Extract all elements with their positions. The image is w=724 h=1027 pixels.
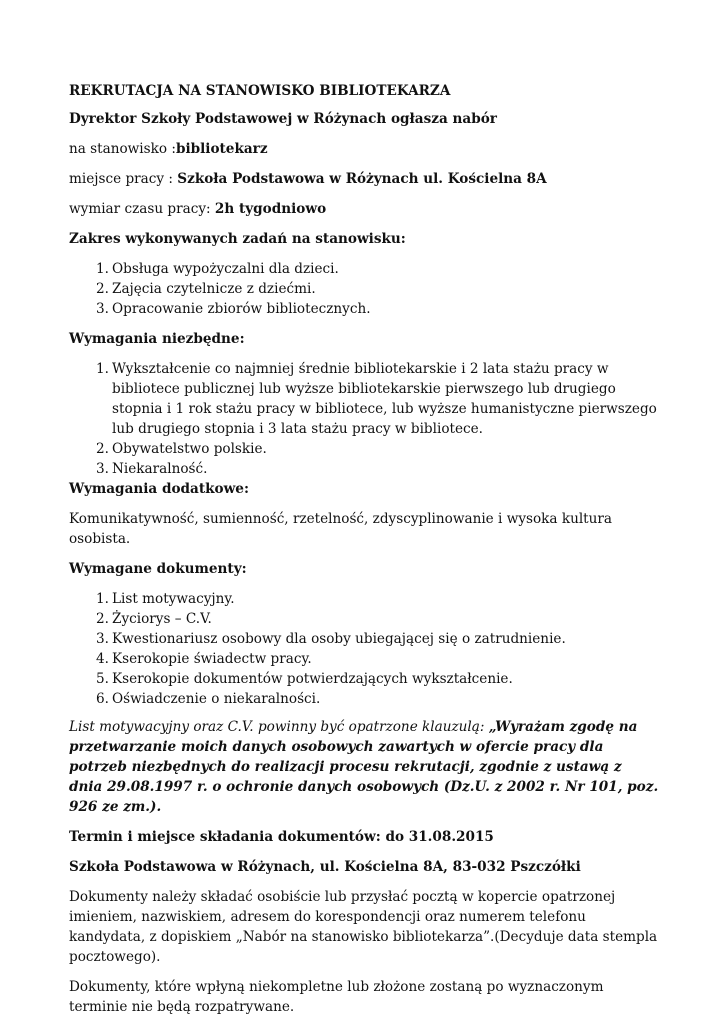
list-item [69,629,659,649]
list-item [69,439,659,459]
hours-value: 2h tygodniowo [214,201,327,217]
list-text: Kserokopie świadectw pracy. [112,651,312,667]
place-line [69,169,659,189]
position-label: na stanowisko : [69,141,176,157]
list-text: Niekaralność. [112,461,208,477]
address-line: Szkoła Podstawowa w Różynach, ul. Kościelna 8A, 83-032 Pszczółki [69,859,581,875]
list-text: Kwestionariusz osobowy dla osoby ubiegającej się o zatrudnienie. [112,631,566,647]
list-text: Obywatelstwo polskie. [112,441,267,457]
list-number: 3. [96,301,109,317]
list-number: 2. [96,611,109,627]
list-text: Wykształcenie co najmniej średnie bibliotekarskie i 2 lata stażu pracy w bibliotece publicznej lub wyższe bibliotekarskie pierwszego lub drugiego stopnia i 1 rok stażu pracy w bibliotece, lub wyższe humanistyczne pierwszego lub drugiego stopnia i 3 lata stażu pracy w bibliotece. [112,361,657,437]
list-number: 1. [96,591,109,607]
list-number: 1. [96,261,109,277]
list-item [69,609,659,629]
tasks-list [69,259,659,319]
tasks-heading: Zakres wykonywanych zadań na stanowisku: [69,231,406,247]
position-line [69,139,659,159]
list-number: 3. [96,631,109,647]
list-number: 2. [96,281,109,297]
list-item [69,299,659,319]
required-heading: Wymagania niezbędne: [69,331,245,347]
documents-heading: Wymagane dokumenty: [69,561,247,577]
list-item [69,259,659,279]
clause-text: „Wyrażam zgodę na przetwarzanie moich danych osobowych zawartych w ofercie pracy dla potrzeb niezbędnych do realizacji procesu rekrutacji, zgodnie z ustawą z dnia 29.08.1997 r. o ochronie danych osobowych (Dz.U. z 2002 r. Nr 101, poz. 926 ze zm.). [69,719,659,815]
required-list [69,359,659,479]
list-number: 5. [96,671,109,687]
list-item [69,279,659,299]
list-number: 1. [96,361,109,377]
position-value: bibliotekarz [175,141,268,157]
hours-label: wymiar czasu pracy: [69,201,215,217]
list-item [69,589,659,609]
list-text: Życiorys – C.V. [112,611,212,627]
footer-text: Dokumenty, które wpłyną niekompletne lub złożone zostaną po wyznaczonym terminie nie będą rozpatrywane. [69,979,604,1015]
list-text: Zajęcia czytelnicze z dziećmi. [112,281,316,297]
additional-heading: Wymagania dodatkowe: [69,481,249,497]
place-value: Szkoła Podstawowa w Różynach ul. Kościelna 8A [177,171,547,187]
submission-text: Dokumenty należy składać osobiście lub przysłać pocztą w kopercie opatrzonej imieniem, nazwiskiem, adresem do korespondencji oraz numerem telefonu kandydata, z dopiskiem „Nabór na stanowisko bibliotekarza”.(Decyduje data stempla pocztowego). [69,889,658,965]
list-number: 3. [96,461,109,477]
list-text: Kserokopie dokumentów potwierdzających wykształcenie. [112,671,513,687]
hours-line [69,199,659,219]
document-subtitle: Dyrektor Szkoły Podstawowej w Różynach ogłasza nabór [69,111,497,127]
list-text: List motywacyjny. [112,591,235,607]
list-item [69,359,659,439]
list-item [69,649,659,669]
documents-list [69,589,659,709]
consent-clause [69,717,659,817]
deadline-line: Termin i miejsce składania dokumentów: do 31.08.2015 [69,829,494,845]
document-page [69,81,659,1027]
additional-text: Komunikatywność, sumienność, rzetelność, zdyscyplinowanie i wysoka kultura osobista. [69,511,613,547]
document-title: REKRUTACJA NA STANOWISKO BIBLIOTEKARZA [69,83,451,99]
list-item [69,669,659,689]
list-item [69,459,659,479]
list-text: Obsługa wypożyczalni dla dzieci. [112,261,339,277]
list-item [69,689,659,709]
clause-intro: List motywacyjny oraz C.V. powinny być opatrzone klauzulą: [69,719,489,735]
list-number: 4. [96,651,109,667]
list-text: Oświadczenie o niekaralności. [112,691,321,707]
list-number: 2. [96,441,109,457]
list-number: 6. [96,691,109,707]
list-text: Opracowanie zbiorów bibliotecznych. [112,301,371,317]
place-label: miejsce pracy : [69,171,178,187]
